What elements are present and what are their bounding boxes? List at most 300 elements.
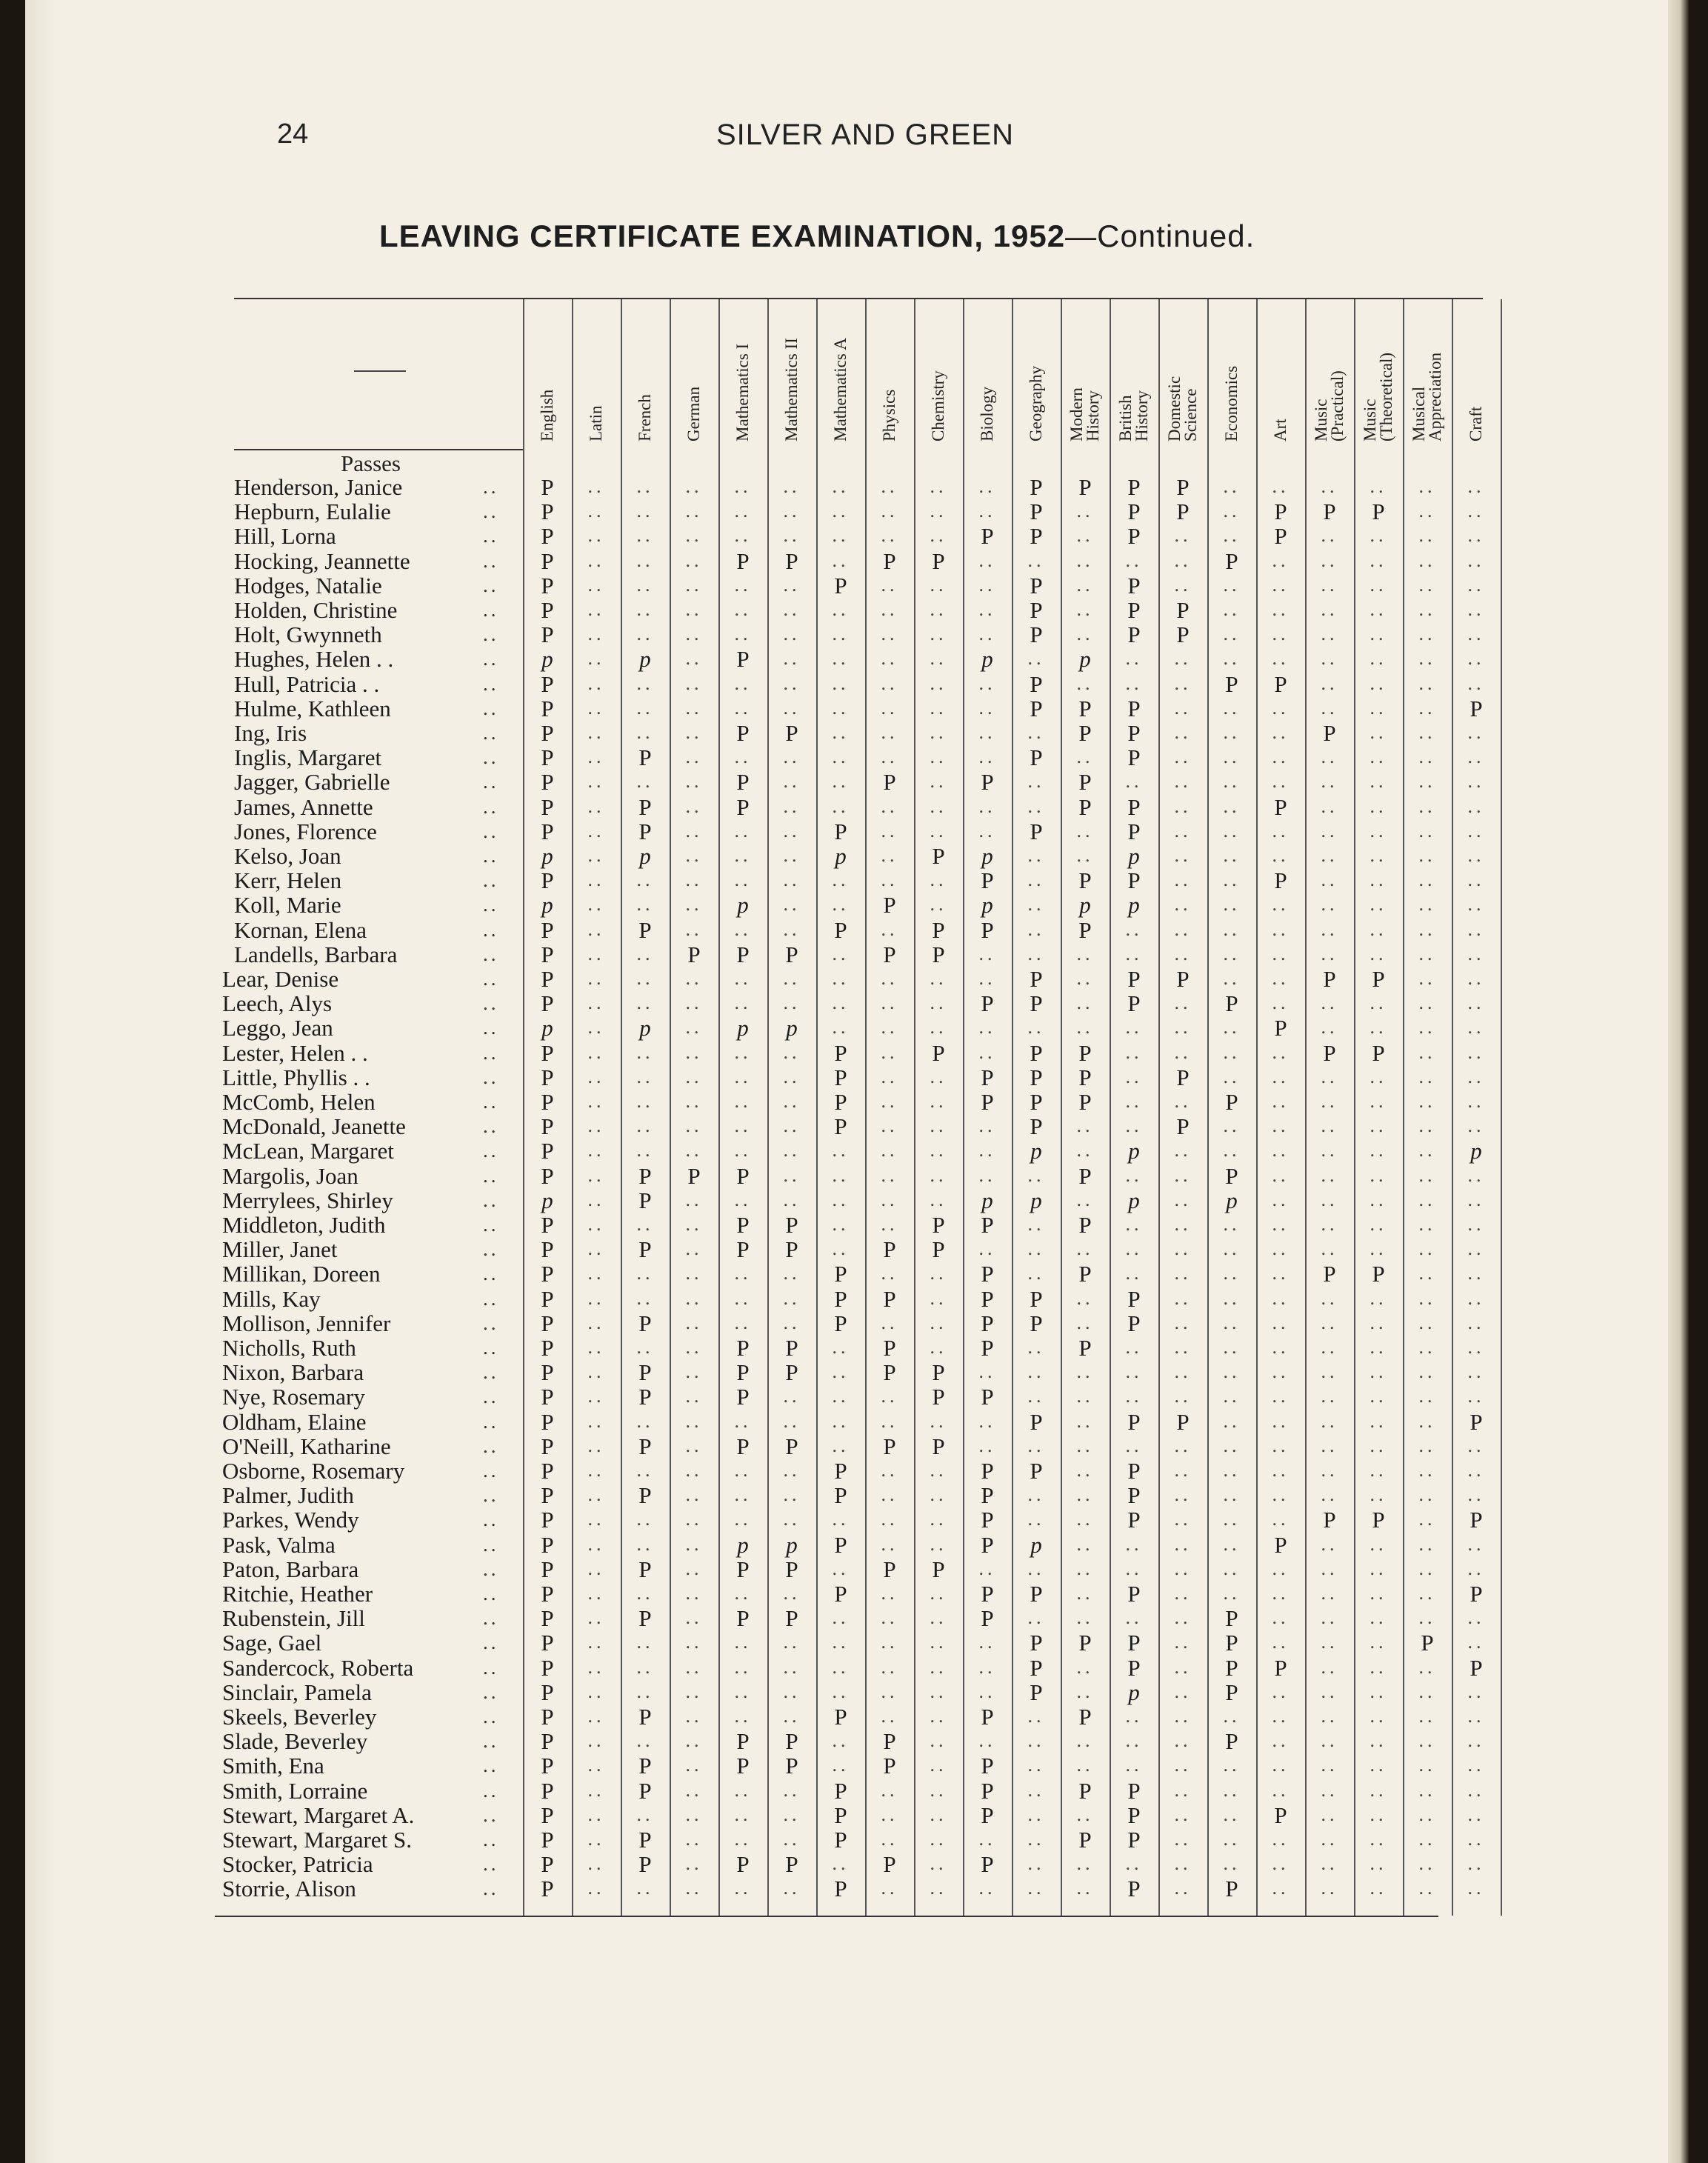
grade-cell: P (1372, 1261, 1385, 1287)
grade-cell: .. (685, 1631, 703, 1653)
grade-cell: .. (636, 770, 654, 793)
subject-header (1362, 353, 1395, 441)
grade-cell: P (883, 1753, 896, 1779)
grade-cell: p (639, 843, 651, 869)
grade-cell: .. (685, 1311, 703, 1333)
grade-cell: .. (636, 1090, 654, 1112)
grade-cell: .. (587, 1016, 605, 1039)
grade-cell: .. (587, 1238, 605, 1260)
grade-cell: .. (1321, 1680, 1338, 1702)
grade-cell: .. (685, 1484, 703, 1506)
grade-cell: .. (832, 1730, 850, 1752)
grade-cell: .. (783, 672, 801, 694)
grade-cell: P (1078, 474, 1092, 500)
grade-cell: .. (783, 599, 801, 620)
grade-cell: .. (1272, 770, 1290, 793)
grade-cell: .. (1125, 1238, 1143, 1260)
grade-cell: .. (1321, 549, 1338, 571)
grade-cell: .. (1125, 942, 1143, 964)
grade-cell: .. (1272, 1434, 1290, 1456)
grade-cell: P (834, 1261, 847, 1287)
subject-header (784, 338, 800, 441)
grade-cell: .. (1272, 1410, 1290, 1432)
grade-cell: .. (1027, 1164, 1045, 1186)
grade-cell: P (1225, 1630, 1238, 1656)
grade-cell: .. (1418, 1188, 1436, 1210)
grade-cell: .. (1418, 573, 1436, 596)
grade-cell: .. (587, 1730, 605, 1752)
grade-cell: .. (1467, 721, 1485, 743)
grade-cell: .. (1467, 869, 1485, 891)
grade-cell: .. (881, 524, 898, 547)
grade-cell: P (1225, 1605, 1238, 1632)
grade-cell: P (1127, 499, 1141, 525)
grade-cell: .. (881, 1705, 898, 1727)
grade-cell: .. (636, 1803, 654, 1825)
grade-cell: .. (1467, 1238, 1485, 1260)
leader-dots: .. (483, 1287, 499, 1310)
grade-cell: .. (881, 1459, 898, 1481)
grade-cell: .. (1321, 1484, 1338, 1506)
grade-cell: P (1030, 670, 1043, 697)
grade-cell: .. (1272, 1705, 1290, 1727)
grade-cell: P (981, 1851, 994, 1878)
grade-cell: .. (1467, 1779, 1485, 1801)
student-name: Palmer, Judith (222, 1482, 354, 1509)
grade-cell: .. (1321, 795, 1338, 817)
grade-cell: .. (636, 893, 654, 916)
grade-cell: .. (1370, 1459, 1387, 1481)
grade-cell: P (638, 1384, 652, 1410)
grade-cell: .. (1027, 795, 1045, 817)
grade-cell: P (785, 1605, 798, 1632)
grade-cell: .. (1027, 1361, 1045, 1383)
grade-cell: P (785, 1728, 798, 1755)
grade-cell: .. (636, 549, 654, 571)
grade-cell: .. (881, 1041, 898, 1063)
grade-cell: p (1128, 843, 1140, 869)
grade-cell: .. (685, 819, 703, 841)
grade-cell: .. (587, 1385, 605, 1407)
leader-dots: .. (483, 1828, 499, 1850)
grade-cell: .. (978, 1361, 996, 1383)
grade-cell: P (785, 1236, 798, 1263)
grade-cell: .. (1321, 1385, 1338, 1407)
grade-cell: .. (1467, 1287, 1485, 1309)
student-name: Sinclair, Pamela (222, 1679, 372, 1705)
leader-dots: .. (483, 1582, 499, 1604)
student-name: Nye, Rosemary (222, 1384, 365, 1410)
grade-cell: .. (1272, 1607, 1290, 1629)
grade-cell: P (1127, 1827, 1141, 1853)
grade-cell: .. (734, 1311, 752, 1333)
grade-cell: .. (783, 573, 801, 596)
grade-cell: .. (1272, 1188, 1290, 1210)
grade-cell: .. (1321, 623, 1338, 645)
grade-cell: .. (832, 599, 850, 620)
grade-cell: .. (1370, 1631, 1387, 1653)
student-name: Miller, Janet (222, 1236, 338, 1263)
grade-cell: .. (685, 1656, 703, 1678)
grade-cell: .. (1467, 1705, 1485, 1727)
grade-cell: .. (685, 918, 703, 940)
grade-cell: P (736, 1384, 750, 1410)
grade-cell: .. (881, 1607, 898, 1629)
grade-cell: .. (1418, 1238, 1436, 1260)
grade-cell: p (1030, 1187, 1042, 1213)
grade-cell: .. (783, 1090, 801, 1112)
grade-cell: P (736, 1433, 750, 1459)
grade-cell: .. (1125, 1164, 1143, 1186)
grade-cell: p (981, 843, 993, 869)
grade-cell: P (1078, 1704, 1092, 1730)
grade-cell: P (834, 818, 847, 844)
grade-cell: .. (930, 992, 947, 1014)
grade-cell: .. (1418, 1164, 1436, 1186)
student-name: Pask, Valma (222, 1531, 336, 1558)
grade-cell: .. (783, 1803, 801, 1825)
grade-cell: .. (1272, 1336, 1290, 1358)
leader-dots: .. (483, 647, 499, 670)
grade-cell: .. (1370, 1016, 1387, 1039)
student-name: Skeels, Beverley (222, 1704, 377, 1730)
grade-cell: .. (734, 1582, 752, 1604)
grade-cell: .. (1027, 647, 1045, 670)
grade-cell: .. (587, 1508, 605, 1530)
grade-cell: .. (1370, 942, 1387, 964)
grade-cell: .. (1027, 1508, 1045, 1530)
grade-cell: P (883, 1285, 896, 1312)
grade-cell: P (1030, 523, 1043, 550)
grade-cell: .. (930, 1336, 947, 1358)
grade-cell: P (541, 720, 554, 746)
grade-cell: P (1127, 1777, 1141, 1804)
grade-cell: P (883, 1359, 896, 1386)
grade-cell: .. (1125, 647, 1143, 670)
grade-cell: P (541, 1704, 554, 1730)
grade-cell: .. (930, 1188, 947, 1210)
student-name: Lear, Denise (222, 966, 339, 992)
grade-cell: .. (1321, 1730, 1338, 1752)
grade-cell: .. (1027, 1877, 1045, 1899)
grade-cell: .. (685, 1533, 703, 1555)
leader-dots: .. (483, 844, 499, 867)
grade-cell: P (541, 670, 554, 697)
grade-cell: P (736, 1556, 750, 1582)
grade-cell: .. (930, 476, 947, 497)
student-name: Sage, Gael (222, 1630, 322, 1656)
grade-cell: P (1225, 547, 1238, 574)
grade-cell: .. (587, 623, 605, 645)
grade-cell: P (541, 1310, 554, 1336)
grade-cell: .. (685, 1828, 703, 1850)
grade-cell: .. (930, 795, 947, 817)
grade-cell: .. (685, 1705, 703, 1727)
leader-dots: .. (483, 1730, 499, 1753)
grade-cell: .. (636, 869, 654, 891)
grade-cell: .. (783, 967, 801, 989)
leader-dots: .. (483, 1188, 499, 1211)
grade-cell: .. (685, 647, 703, 670)
grade-cell: .. (734, 1656, 752, 1678)
grade-cell: P (834, 1482, 847, 1509)
grade-cell: p (541, 1187, 553, 1213)
grade-cell: .. (685, 1459, 703, 1481)
grade-cell: .. (1027, 770, 1045, 793)
grade-cell: .. (881, 967, 898, 989)
leader-dots: .. (483, 1705, 499, 1727)
grade-cell: .. (587, 1754, 605, 1776)
grade-cell: .. (978, 1631, 996, 1653)
student-name: Slade, Beverley (222, 1728, 368, 1755)
grade-cell: P (541, 793, 554, 820)
grade-cell: .. (685, 967, 703, 989)
grade-cell: .. (1467, 647, 1485, 670)
subject-header (1069, 387, 1101, 441)
grade-cell: P (981, 916, 994, 943)
grade-cell: .. (1223, 1459, 1241, 1481)
leader-dots: .. (483, 1434, 499, 1457)
grade-cell: .. (1321, 1115, 1338, 1137)
grade-cell: .. (1272, 1041, 1290, 1063)
grade-cell: .. (832, 1410, 850, 1432)
grade-cell: .. (783, 524, 801, 547)
student-name: Jagger, Gabrielle (234, 769, 390, 796)
grade-cell: P (1127, 1630, 1141, 1656)
grade-cell: P (541, 523, 554, 550)
grade-cell: P (1078, 1777, 1092, 1804)
grade-cell: .. (1076, 573, 1094, 596)
grade-cell: P (883, 547, 896, 574)
grade-cell: .. (1321, 599, 1338, 620)
grade-cell: .. (1418, 746, 1436, 768)
grade-cell: P (981, 1531, 994, 1558)
grade-cell: P (1030, 499, 1043, 525)
grade-cell: .. (1467, 573, 1485, 596)
subject-header-line: Latin (587, 405, 605, 441)
grade-cell: .. (1467, 1164, 1485, 1186)
grade-cell: .. (1076, 1533, 1094, 1555)
grade-cell: P (1225, 1089, 1238, 1115)
grade-cell: .. (636, 1262, 654, 1284)
grade-cell: .. (1027, 1484, 1045, 1506)
leader-dots: .. (483, 1853, 499, 1876)
grade-cell: P (1127, 1507, 1141, 1533)
grade-cell: .. (1076, 942, 1094, 964)
grade-cell: P (1127, 474, 1141, 500)
grade-cell: P (1225, 1162, 1238, 1189)
grade-cell: P (981, 769, 994, 796)
leader-dots: .. (483, 573, 499, 596)
subject-header (1411, 353, 1444, 441)
leader-dots: .. (483, 770, 499, 793)
grade-cell: .. (685, 696, 703, 719)
grade-cell: .. (1125, 549, 1143, 571)
grade-cell: .. (1223, 1041, 1241, 1063)
grade-cell: .. (1467, 1311, 1485, 1333)
grade-cell: .. (1272, 1065, 1290, 1087)
grade-cell: .. (734, 672, 752, 694)
grade-cell: .. (587, 795, 605, 817)
grade-cell: P (638, 1777, 652, 1804)
student-name: Hodges, Natalie (234, 572, 382, 599)
grade-cell: P (1127, 597, 1141, 623)
leader-dots: .. (483, 1754, 499, 1777)
grade-cell: .. (1174, 721, 1192, 743)
grade-cell: .. (978, 696, 996, 719)
grade-cell: .. (734, 500, 752, 522)
grade-cell: P (541, 1384, 554, 1410)
grade-cell: .. (1321, 1459, 1338, 1481)
grade-cell: p (1128, 1187, 1140, 1213)
grade-cell: .. (1467, 476, 1485, 497)
subject-header-line: Music (1361, 399, 1379, 441)
grade-cell: .. (881, 819, 898, 841)
grade-cell: .. (1076, 1188, 1094, 1210)
leader-dots: .. (483, 1139, 499, 1162)
grade-cell: P (1078, 1630, 1092, 1656)
grade-cell: .. (783, 795, 801, 817)
grade-cell: .. (832, 746, 850, 768)
grade-cell: .. (1272, 599, 1290, 620)
grade-cell: .. (881, 500, 898, 522)
subject-header-line: Mathematics I (733, 343, 752, 441)
grade-cell: .. (881, 599, 898, 620)
grade-cell: .. (978, 599, 996, 620)
grade-cell: P (638, 1482, 652, 1509)
grade-cell: .. (1272, 1508, 1290, 1530)
grade-cell: P (785, 1556, 798, 1582)
grade-cell: P (1470, 695, 1483, 721)
grade-cell: .. (1027, 844, 1045, 866)
grade-cell: .. (685, 500, 703, 522)
grade-cell: .. (1223, 500, 1241, 522)
grade-cell: P (834, 1581, 847, 1607)
grade-cell: .. (1174, 1188, 1192, 1210)
grade-cell: .. (734, 476, 752, 497)
grade-cell: .. (1027, 549, 1045, 571)
grade-cell: .. (1125, 1754, 1143, 1776)
grade-cell: .. (734, 524, 752, 547)
grade-cell: .. (636, 942, 654, 964)
grade-cell: .. (881, 1139, 898, 1162)
subject-header (1468, 407, 1484, 441)
grade-cell: .. (685, 1065, 703, 1087)
grade-cell: .. (1370, 869, 1387, 891)
grade-cell: .. (881, 1828, 898, 1850)
grade-cell: .. (783, 844, 801, 866)
subject-header (1118, 390, 1150, 441)
grade-cell: P (1274, 670, 1287, 697)
grade-cell: P (834, 1310, 847, 1336)
grade-cell: P (736, 720, 750, 746)
grade-cell: .. (1272, 918, 1290, 940)
grade-cell: .. (1223, 869, 1241, 891)
grade-cell: .. (636, 1877, 654, 1899)
grade-cell: .. (1321, 1582, 1338, 1604)
grade-cell: P (834, 1458, 847, 1484)
grade-cell: P (981, 1507, 994, 1533)
grade-cell: .. (1027, 1828, 1045, 1850)
grade-cell: P (1030, 818, 1043, 844)
grade-cell: .. (1418, 869, 1436, 891)
grade-cell: P (981, 867, 994, 894)
grade-cell: P (736, 1335, 750, 1361)
grade-cell: .. (1418, 1213, 1436, 1235)
grade-cell: .. (587, 992, 605, 1014)
grade-cell: P (834, 1039, 847, 1066)
grade-cell: .. (685, 1877, 703, 1899)
grade-cell: .. (1076, 967, 1094, 989)
grade-cell: .. (832, 476, 850, 497)
student-name: Landells, Barbara (234, 941, 398, 967)
grade-cell: .. (1223, 1016, 1241, 1039)
title-continued: —Continued. (1065, 219, 1255, 253)
grade-cell: p (1079, 892, 1091, 919)
grade-cell: .. (1027, 893, 1045, 916)
grade-cell: .. (587, 696, 605, 719)
grade-cell: P (883, 1851, 896, 1878)
table-top-rule (234, 298, 1483, 299)
grade-cell: .. (587, 1287, 605, 1309)
grade-cell: .. (1321, 1754, 1338, 1776)
grade-cell: P (736, 646, 750, 673)
grade-cell: .. (1321, 1705, 1338, 1727)
grade-cell: P (1372, 1039, 1385, 1066)
grade-cell: .. (1174, 1754, 1192, 1776)
grade-cell: .. (1174, 1262, 1192, 1284)
grade-cell: .. (881, 1385, 898, 1407)
grade-cell: .. (1418, 672, 1436, 694)
grade-cell: .. (1223, 1779, 1241, 1801)
grade-cell: .. (832, 500, 850, 522)
grade-cell: .. (1174, 1385, 1192, 1407)
grade-cell: .. (1125, 1853, 1143, 1875)
student-name: Holt, Gwynneth (234, 621, 382, 648)
grade-cell: .. (1418, 696, 1436, 719)
grade-cell: .. (930, 1680, 947, 1702)
student-name: Mollison, Jennifer (222, 1310, 391, 1336)
leader-dots: .. (483, 1065, 499, 1088)
student-name: Smith, Lorraine (222, 1777, 368, 1804)
grade-cell: .. (1370, 599, 1387, 620)
grade-cell: P (1127, 523, 1141, 550)
grade-cell: P (834, 1704, 847, 1730)
grade-cell: .. (881, 1680, 898, 1702)
grade-cell: .. (1321, 893, 1338, 916)
leader-dots: .. (483, 1016, 499, 1039)
grade-cell: .. (1125, 918, 1143, 940)
grade-cell: .. (1125, 1361, 1143, 1383)
grade-cell: .. (587, 1803, 605, 1825)
grade-cell: .. (930, 599, 947, 620)
subject-header-line: Mathematics A (831, 338, 850, 441)
grade-cell: P (638, 1605, 652, 1632)
grade-cell: .. (1076, 1582, 1094, 1604)
grade-cell: .. (1027, 869, 1045, 891)
grade-cell: .. (587, 1877, 605, 1899)
grade-cell: P (981, 1753, 994, 1779)
student-name: Holden, Christine (234, 597, 398, 623)
grade-cell: .. (1272, 1262, 1290, 1284)
student-name: Storrie, Alison (222, 1876, 356, 1902)
grade-cell: .. (1174, 1730, 1192, 1752)
grade-cell: .. (1174, 770, 1192, 793)
grade-cell: .. (1321, 918, 1338, 940)
grade-cell: P (1176, 597, 1190, 623)
grade-cell: P (1030, 572, 1043, 599)
grade-cell: P (1323, 720, 1336, 746)
